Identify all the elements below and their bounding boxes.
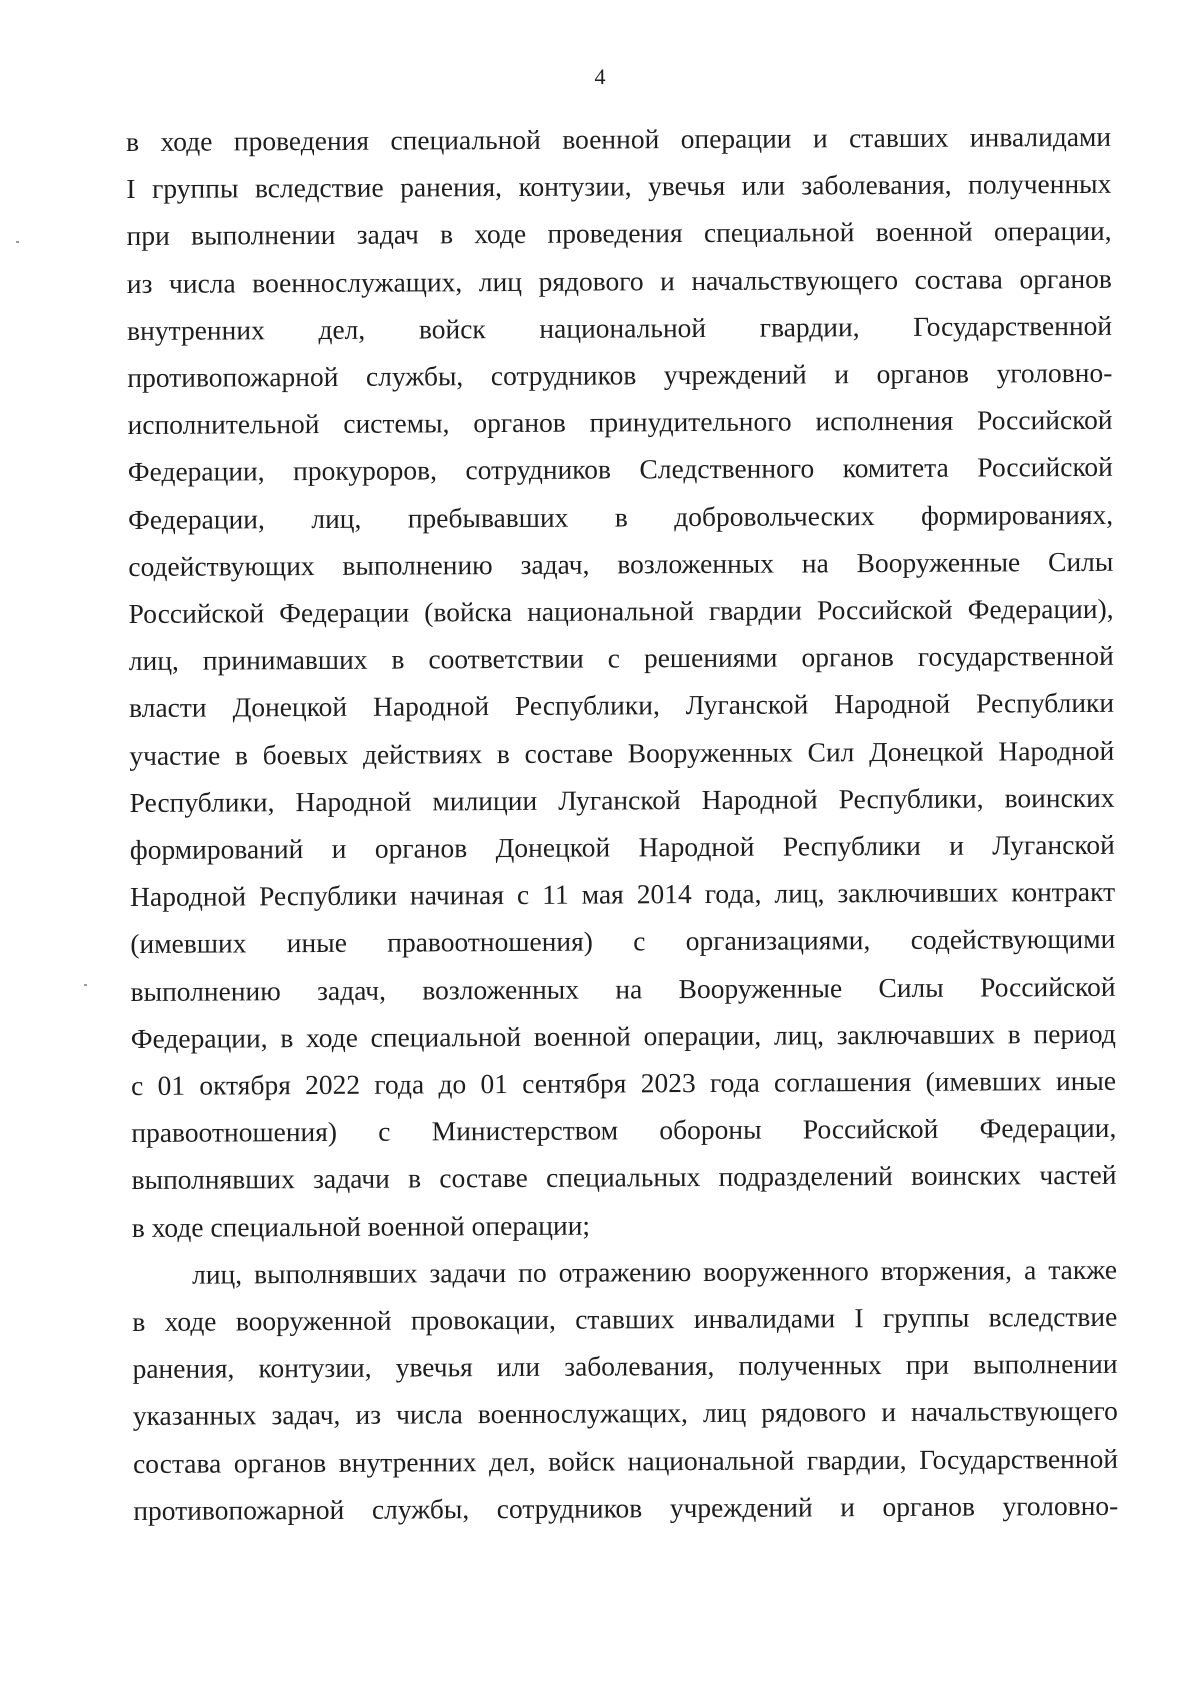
text-line: внутренних дел, войск национальной гвардии, Государственной [127,309,1113,346]
text-line: правоотношения) с Министерством обороны Российской Федерации, [131,1112,1117,1149]
text-line: Республики, Народной милиции Луганской Народной Республики, воинских [129,781,1115,818]
document-body [126,113,1118,1534]
page-number: 4 [594,64,606,89]
text-line: Федерации, в ходе специальной военной операции, лиц, заключавших в период [130,1017,1116,1054]
text-line: Российской Федерации (войска национальной гвардии Российской Федерации), [128,592,1114,630]
text-line: из числа военнослужащих, лиц рядового и начальствующего состава органов [126,262,1112,299]
text-line: исполнительной системы, органов принудительного исполнения Российской [127,404,1113,441]
text-line: Федерации, лиц, пребывавших в добровольческих формированиях, [128,498,1114,535]
text-line: в ходе специальной военной операции; [131,1209,591,1243]
text-line: лиц, выполнявших задачи по отражению вооруженного вторжения, а также [191,1253,1118,1290]
text-line: лиц, принимавших в соответствии с решениями органов государственной [128,640,1114,677]
text-line: с 01 октября 2022 года до 01 сентября 2023 года соглашения (имевших иные [130,1064,1117,1102]
text-line: ранения, контузии, увечья или заболевания, полученных при выполнении [132,1348,1118,1385]
text-line: (имевших иные правоотношения) с организациями, содействующими [130,923,1116,960]
text-line: выполнявших задачи в составе специальных подразделений воинских частей [131,1159,1117,1196]
text-line: противопожарной службы, сотрудников учреждений и органов уголовно- [127,356,1113,394]
text-line: в ходе вооруженной провокации, ставших инвалидами I группы вследствие [132,1300,1118,1338]
text-line: в ходе проведения специальной военной операции и ставших инвалидами [126,120,1112,157]
text-line: Федерации, прокуроров, сотрудников Следственного комитета Российской [127,451,1113,488]
text-line: I группы вследствие ранения, контузии, увечья или заболевания, полученных [126,168,1112,205]
text-line: при выполнении задач в ходе проведения специальной военной операции, [126,215,1112,252]
text-line: состава органов внутренних дел, войск национальной гвардии, Государственной [132,1442,1119,1479]
text-line: содействующих выполнению задач, возложенных на Вооруженные Силы [128,545,1114,582]
text-line: выполнению задач, возложенных на Вооруженные Силы Российской [130,970,1116,1007]
margin-mark [16,241,19,243]
margin-mark [84,984,87,986]
text-line: участие в боевых действиях в составе Вооруженных Сил Донецкой Народной [129,734,1115,771]
text-line: противопожарной службы, сотрудников учреждений и органов уголовно- [133,1489,1119,1526]
text-line: Народной Республики начиная с 11 мая 2014 года, лиц, заключивших контракт [129,876,1116,913]
text-line: указанных задач, из числа военнослужащих, лиц рядового и начальствующего [132,1395,1118,1432]
text-line: формирований и органов Донецкой Народной Республики и Луганской [129,828,1115,866]
text-line: власти Донецкой Народной Республики, Луганской Народной Республики [129,687,1115,724]
